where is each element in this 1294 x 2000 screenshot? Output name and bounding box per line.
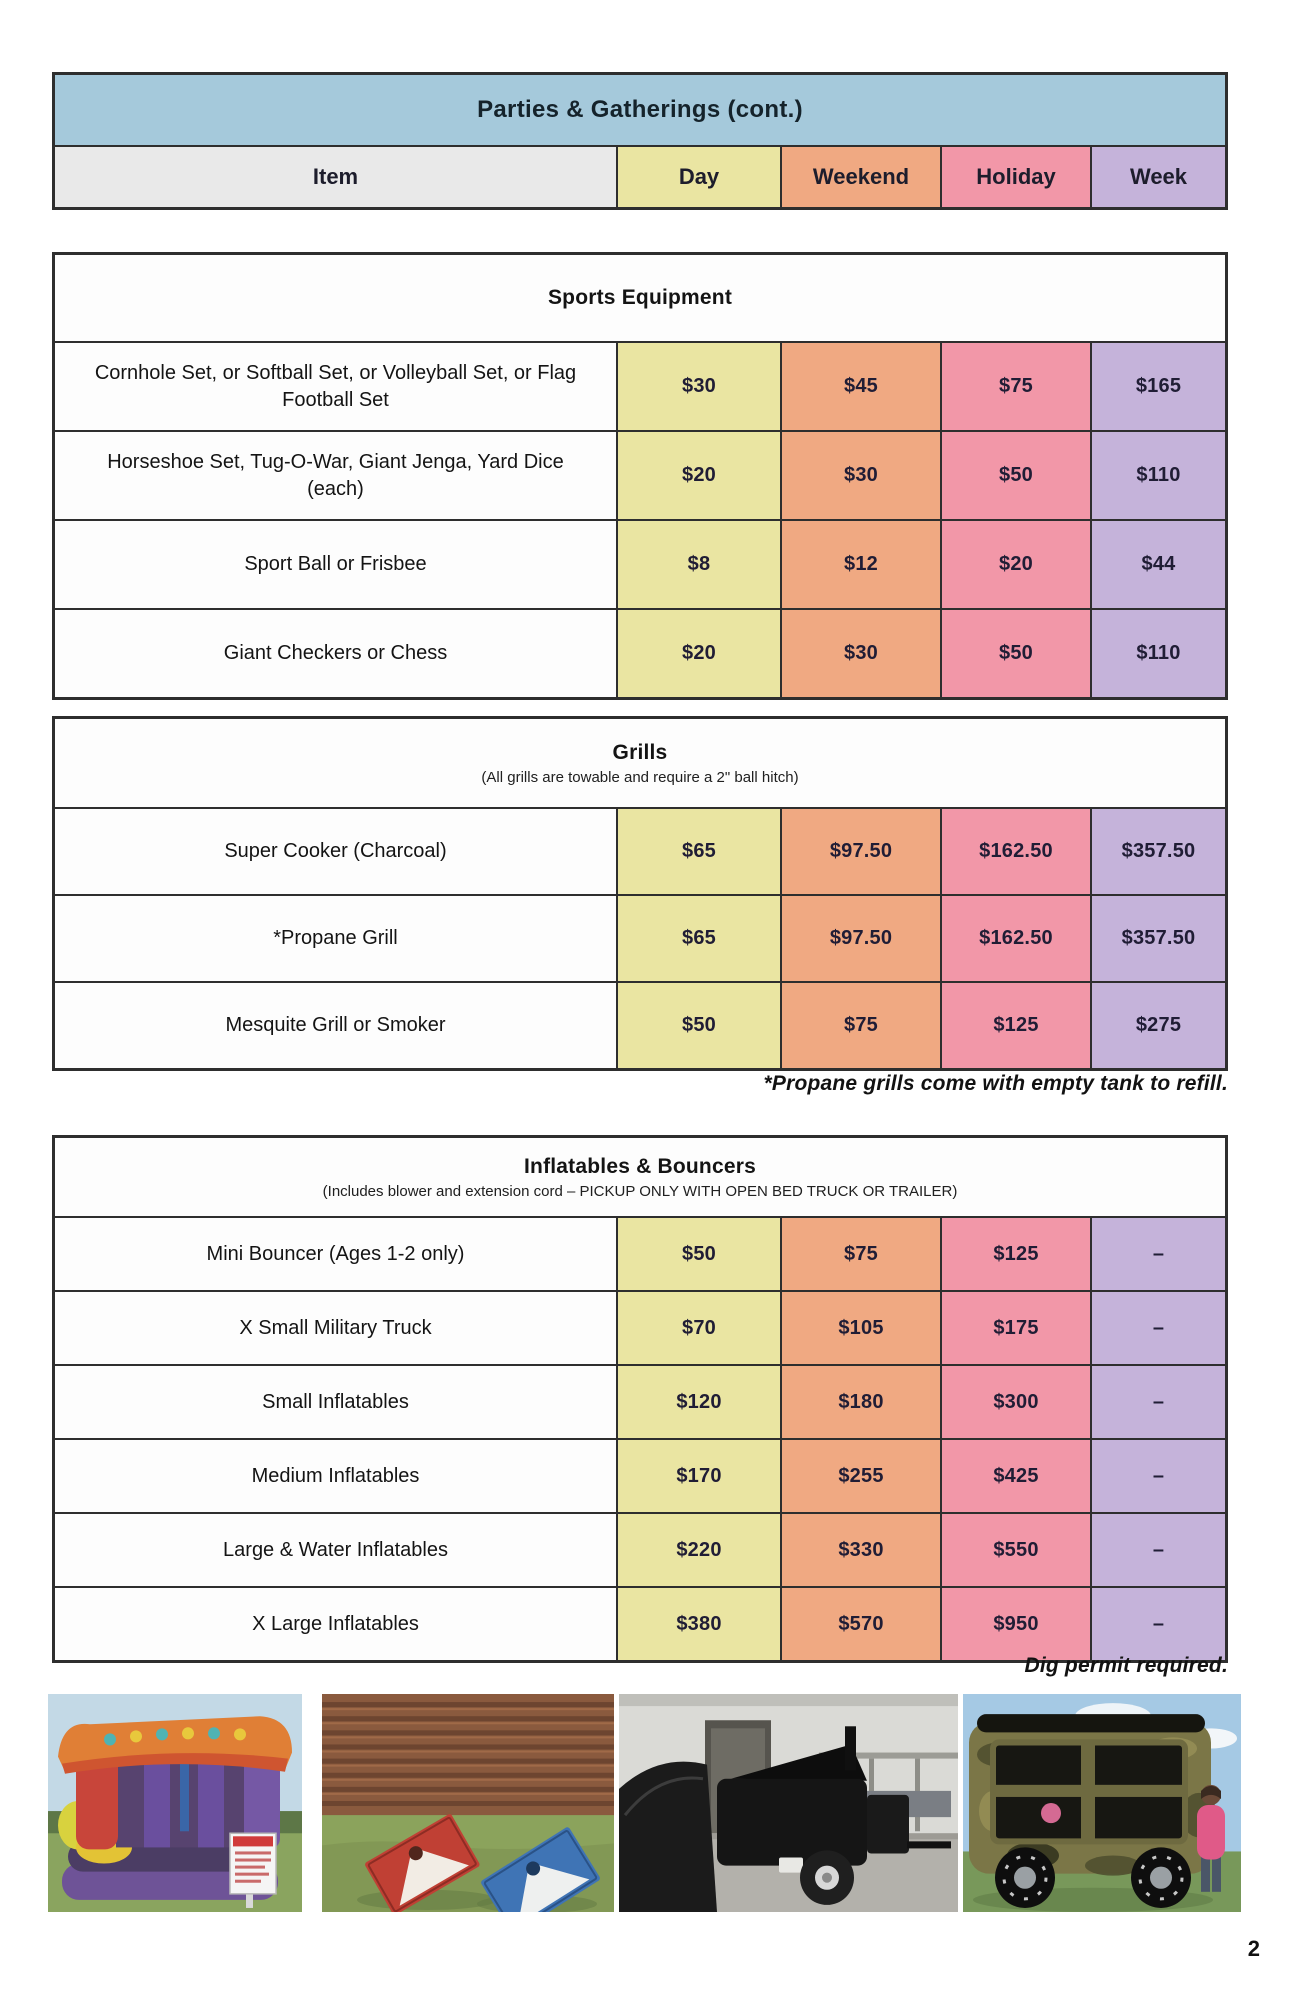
price-cell-week: $44 [1090, 521, 1225, 608]
price-cell-weekend: $30 [780, 432, 940, 519]
price-cell-day: $120 [616, 1366, 780, 1438]
price-cell-week: – [1090, 1292, 1225, 1364]
item-cell: X Large Inflatables [252, 1612, 419, 1635]
section-subtitle: (All grills are towable and require a 2" ball hitch) [481, 768, 799, 786]
bounce-house-photo [48, 1694, 302, 1912]
price-cell-week: $110 [1090, 432, 1225, 519]
price-cell-holiday: $125 [940, 983, 1090, 1068]
price-cell-day: $8 [616, 521, 780, 608]
price-cell-day: $30 [616, 343, 780, 430]
price-cell-weekend: $105 [780, 1292, 940, 1364]
section-header-grills [55, 719, 1225, 807]
price-cell-week: – [1090, 1588, 1225, 1660]
table-row [55, 807, 1225, 894]
section-title: Inflatables & Bouncers [524, 1154, 756, 1178]
item-cell: *Propane Grill [273, 927, 398, 949]
item-cell: Super Cooker (Charcoal) [224, 840, 447, 862]
price-cell-week: $165 [1090, 343, 1225, 430]
table-row [55, 608, 1225, 697]
price-cell-day: $65 [616, 896, 780, 981]
item-cell: Giant Checkers or Chess [223, 642, 448, 664]
column-header-week: Week [1090, 147, 1225, 207]
table-row [55, 430, 1225, 519]
price-cell-day: $20 [616, 610, 780, 697]
table-row [55, 519, 1225, 608]
price-cell-week: – [1090, 1514, 1225, 1586]
sports-rows [55, 341, 1225, 697]
item-cell: Sport Ball or Frisbee [244, 553, 427, 575]
price-cell-day: $20 [616, 432, 780, 519]
price-cell-holiday: $162.50 [940, 809, 1090, 894]
price-cell-holiday: $175 [940, 1292, 1090, 1364]
item-cell: Mini Bouncer (Ages 1-2 only) [206, 1242, 465, 1265]
price-cell-day: $220 [616, 1514, 780, 1586]
price-cell-day: $65 [616, 809, 780, 894]
page-title: Parties & Gatherings (cont.) [55, 75, 1225, 145]
item-cell: Medium Inflatables [251, 1464, 420, 1487]
price-cell-holiday: $300 [940, 1366, 1090, 1438]
cornhole-boards-illustration [322, 1694, 614, 1912]
table-row [55, 341, 1225, 430]
price-cell-week: – [1090, 1440, 1225, 1512]
price-cell-holiday: $50 [940, 610, 1090, 697]
table-row [55, 1512, 1225, 1586]
table-row [55, 1364, 1225, 1438]
price-cell-weekend: $12 [780, 521, 940, 608]
table-row [55, 894, 1225, 981]
section-title: Grills [612, 740, 668, 764]
price-cell-holiday: $950 [940, 1588, 1090, 1660]
item-cell: Mesquite Grill or Smoker [225, 1014, 446, 1036]
item-cell: Small Inflatables [262, 1390, 409, 1413]
price-cell-weekend: $97.50 [780, 896, 940, 981]
section-title: Sports Equipment [547, 286, 733, 309]
section-subtitle: (Includes blower and extension cord – PICKUP ONLY WITH OPEN BED TRUCK OR TRAILER) [322, 1182, 958, 1200]
price-cell-weekend: $570 [780, 1588, 940, 1660]
price-cell-weekend: $180 [780, 1366, 940, 1438]
grills-rows [55, 807, 1225, 1068]
section-header-sports [55, 255, 1225, 341]
price-cell-holiday: $75 [940, 343, 1090, 430]
bbq-smoker-illustration [619, 1694, 958, 1912]
header-table [52, 72, 1228, 210]
section-header-inflatables [55, 1138, 1225, 1216]
price-cell-week: $110 [1090, 610, 1225, 697]
price-cell-day: $50 [616, 983, 780, 1068]
price-cell-week: $357.50 [1090, 896, 1225, 981]
column-header-holiday: Holiday [940, 147, 1090, 207]
item-cell: Horseshoe Set, Tug-O-War, Giant Jenga, Yard Dice (each) [107, 450, 564, 500]
price-cell-weekend: $45 [780, 343, 940, 430]
table-row [55, 1586, 1225, 1660]
price-cell-holiday: $425 [940, 1440, 1090, 1512]
price-cell-holiday: $162.50 [940, 896, 1090, 981]
price-cell-holiday: $550 [940, 1514, 1090, 1586]
price-cell-day: $170 [616, 1440, 780, 1512]
column-header-weekend: Weekend [780, 147, 940, 207]
column-header-day: Day [616, 147, 780, 207]
price-cell-week: $275 [1090, 983, 1225, 1068]
price-cell-week: – [1090, 1218, 1225, 1290]
price-cell-day: $70 [616, 1292, 780, 1364]
price-cell-week: $357.50 [1090, 809, 1225, 894]
price-cell-day: $50 [616, 1218, 780, 1290]
table-row [55, 1438, 1225, 1512]
price-cell-weekend: $97.50 [780, 809, 940, 894]
camo-truck-illustration [963, 1694, 1241, 1912]
price-cell-weekend: $75 [780, 1218, 940, 1290]
inflatables-table [52, 1135, 1228, 1663]
item-cell: X Small Military Truck [239, 1316, 432, 1339]
propane-note: *Propane grills come with empty tank to refill. [763, 1072, 1228, 1095]
inflatables-rows [55, 1216, 1225, 1660]
table-row [55, 1290, 1225, 1364]
column-header-item: Item [55, 147, 616, 207]
price-cell-weekend: $330 [780, 1514, 940, 1586]
dig-permit-note: Dig permit required. [1024, 1654, 1228, 1677]
item-cell: Cornhole Set, or Softball Set, or Volleyball Set, or Flag Football Set [94, 361, 577, 411]
grills-table [52, 716, 1228, 1071]
price-cell-weekend: $75 [780, 983, 940, 1068]
camo-truck-inflatable-photo [963, 1694, 1241, 1912]
cornhole-boards-photo [322, 1694, 614, 1912]
table-row [55, 981, 1225, 1068]
sports-equipment-table [52, 252, 1228, 700]
page-number: 2 [1247, 1936, 1260, 1961]
price-cell-day: $380 [616, 1588, 780, 1660]
item-cell: Large & Water Inflatables [223, 1538, 448, 1561]
price-cell-weekend: $255 [780, 1440, 940, 1512]
price-cell-week: – [1090, 1366, 1225, 1438]
price-cell-holiday: $20 [940, 521, 1090, 608]
table-row [55, 1216, 1225, 1290]
bbq-smoker-trailers-photo [619, 1694, 958, 1912]
price-cell-holiday: $50 [940, 432, 1090, 519]
price-cell-weekend: $30 [780, 610, 940, 697]
bounce-house-illustration [48, 1694, 302, 1912]
price-cell-holiday: $125 [940, 1218, 1090, 1290]
column-header-row [55, 145, 1225, 207]
